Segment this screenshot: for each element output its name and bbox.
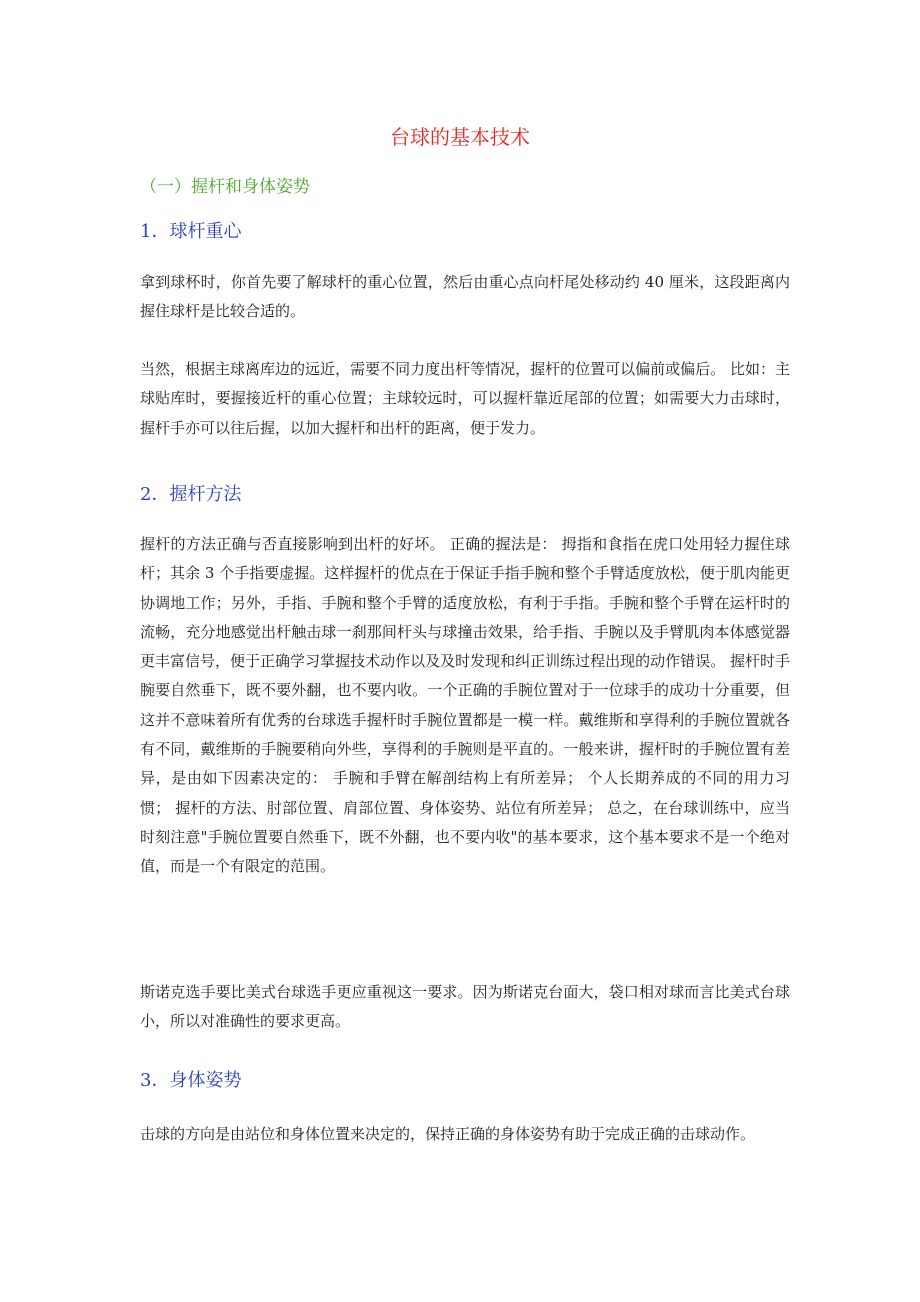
paragraph-4: 斯诺克选手要比美式台球选手更应重视这一要求。因为斯诺克台面大，袋口相对球而言比美式台球小，所以对准确性的要求更高。 — [140, 983, 790, 1031]
paragraph-3: 握杆的方法正确与否直接影响到出杆的好坏。 正确的握法是： 拇指和食指在虎口处用轻力握住球杆；其余 3 个手指要虚握。这样握杆的优点在于保证手指手腕和整个手臂适度放松，便于肌肉能更协调地工作；另外，手指、手腕和整个手臂的适度放松，有利于手指。手腕和整个手臂在运杆时的流畅，充分地感觉出杆触击球一刹那间杆头与球撞击效果，给手指、手腕以及手臂肌肉本体感觉器更丰富信号，便于正确学习掌握技术动作以及及时发现和纠正训练过程出现的动作错误。 握杆时手腕要自然垂下，既不要外翻，也不要内收。一个正确的手腕位置对于一位球手的成功十分重要，但这并不意味着所有优秀的台球选手握杆时手腕位置都是一模一样。戴维斯和享得利的手腕位置就各有不同，戴维斯的手腕要稍向外些，享得利的手腕则是平直的。一般来讲，握杆时的手腕位置有差异，是由如下因素决定的： 手腕和手臂在解剖结构上有所差异； 个人长期养成的不同的用力习惯； 握杆的方法、肘部位置、肩部位置、身体姿势、站位有所差异； 总之，在台球训练中，应当时刻注意"手腕位置要自然垂下，既不外翻，也不要内收"的基本要求，这个基本要求不是一个绝对值，而是一个有限定的范围。 — [140, 535, 790, 876]
paragraph-5: 击球的方向是由站位和身体位置来决定的，保持正确的身体姿势有助于完成正确的击球动作。 — [140, 1125, 756, 1143]
subheading-center-of-gravity: 1．球杆重心 — [140, 221, 242, 242]
subheading-body-posture: 3．身体姿势 — [140, 1070, 242, 1091]
document-title: 台球的基本技术 — [390, 125, 530, 149]
paragraph-1: 拿到球杯时，你首先要了解球杆的重心位置，然后由重心点向杆尾处移动约 40 厘米，这段距离内握住球杆是比较合适的。 — [140, 273, 790, 321]
section-heading: （一）握杆和身体姿势 — [140, 177, 310, 197]
paragraph-2: 当然，根据主球离库边的远近，需要不同力度出杆等情况，握杆的位置可以偏前或偏后。 比如：主球贴库时，要握接近杆的重心位置；主球较远时，可以握杆靠近尾部的位置；如需要大力击球时，握杆手亦可以往后握，以加大握杆和出杆的距离，便于发力。 — [140, 360, 790, 437]
subheading-grip-method: 2．握杆方法 — [140, 484, 242, 505]
